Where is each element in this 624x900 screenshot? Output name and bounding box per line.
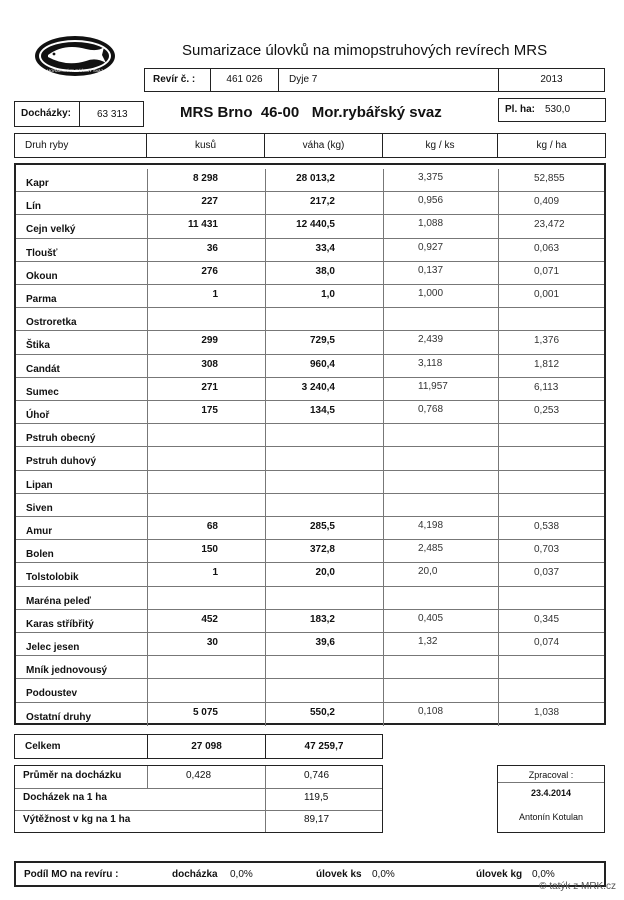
zpracoval-name: Antonín Kotulan [518, 812, 584, 822]
fish-name: Pstruh duhový [16, 447, 148, 469]
kg-per-ha-cell: 0,074 [534, 637, 560, 648]
dochazek-value: 119,5 [265, 788, 382, 810]
table-row [16, 239, 604, 262]
watermark: © tatýk z MRK.cz [539, 881, 616, 892]
fish-name: Bolen [16, 540, 148, 562]
table-row [16, 285, 604, 308]
summary-row [15, 810, 382, 832]
weight-cell: 960,4 [266, 355, 384, 377]
kg-per-piece-cell: 4,198 [384, 517, 499, 539]
prumer-kg: 0,746 [265, 766, 382, 788]
kg-per-piece-cell [384, 656, 499, 678]
fish-name: Amur [16, 517, 148, 539]
mrs-logo [34, 35, 116, 77]
weight-cell: 550,2 [266, 703, 384, 726]
podil-label: Podíl MO na revíru : [24, 869, 119, 880]
kg-per-ha-cell: 0,037 [534, 567, 560, 579]
table-row [16, 331, 604, 354]
divider [79, 102, 80, 126]
count-cell [148, 308, 266, 330]
table-row [16, 401, 604, 424]
fish-name: Lín [16, 192, 148, 214]
count-cell: 150 [148, 540, 266, 562]
celkem-kusu: 27 098 [147, 735, 265, 758]
count-cell: 308 [148, 355, 266, 377]
count-cell: 1 [148, 563, 266, 585]
table-row [16, 471, 604, 494]
fish-name: Úhoř [16, 401, 148, 423]
summary-box [14, 765, 383, 833]
kg-per-ha-cell: 6,113 [534, 381, 559, 393]
weight-cell [266, 447, 384, 469]
table-row [16, 494, 604, 517]
plocha-box [498, 98, 606, 122]
fish-name: Okoun [16, 262, 148, 284]
celkem-vaha: 47 259,7 [265, 735, 382, 758]
plocha-value: 530,0 [545, 104, 571, 115]
kg-per-piece-cell [384, 447, 499, 469]
kg-per-ha-cell: 23,472 [534, 219, 565, 231]
fish-name: Jelec jesen [16, 633, 148, 655]
col-kusu: kusů [147, 134, 265, 157]
weight-cell [266, 308, 384, 330]
kg-per-piece-cell: 3,118 [384, 355, 499, 377]
weight-cell: 28 013,2 [266, 169, 384, 191]
count-cell [148, 679, 266, 701]
kg-per-ha-cell: 0,071 [534, 265, 560, 277]
fish-name: Tolstolobik [16, 563, 148, 585]
weight-cell: 134,5 [266, 401, 384, 423]
count-cell [148, 587, 266, 609]
kg-per-ha-cell: 0,538 [534, 521, 560, 532]
table-row [16, 610, 604, 633]
ulovek-kg-label: úlovek kg [476, 869, 523, 880]
kg-per-ha-cell [499, 679, 604, 701]
kg-per-piece-cell: 1,088 [384, 215, 499, 237]
count-cell: 30 [148, 633, 266, 655]
kg-per-piece-cell: 0,108 [384, 703, 499, 726]
col-kgks: kg / ks [383, 134, 498, 157]
prumer-label: Průměr na docházku [23, 770, 122, 781]
zpracoval-box [497, 765, 605, 833]
count-cell: 452 [148, 610, 266, 632]
table-header [14, 133, 606, 158]
ulovek-kg-value: 0,0% [532, 869, 555, 880]
kg-per-ha-cell: 1,038 [534, 706, 560, 718]
vytez-label: Výtěžnost v kg na 1 ha [23, 814, 131, 825]
revir-number: 461 026 [211, 69, 279, 91]
count-cell: 271 [148, 378, 266, 400]
table-row [16, 703, 604, 726]
count-cell: 227 [148, 192, 266, 214]
fish-name: Siven [16, 494, 148, 516]
count-cell: 11 431 [148, 215, 266, 237]
kg-per-piece-cell: 2,485 [384, 540, 499, 562]
kg-per-ha-cell [499, 447, 604, 469]
kg-per-piece-cell: 3,375 [384, 169, 499, 191]
kg-per-piece-cell [384, 679, 499, 701]
fish-name: Sumec [16, 378, 148, 400]
fish-logo-icon [34, 35, 116, 77]
revir-name: Dyje 7 [279, 69, 499, 91]
kg-per-ha-cell: 0,345 [534, 613, 560, 625]
kg-per-piece-cell: 2,439 [384, 331, 499, 353]
col-vaha: váha (kg) [265, 134, 383, 157]
weight-cell: 3 240,4 [266, 378, 384, 400]
col-druh: Druh ryby [15, 134, 147, 157]
count-cell: 276 [148, 262, 266, 284]
kg-per-ha-cell: 52,855 [534, 173, 565, 184]
kg-per-piece-cell [384, 587, 499, 609]
kg-per-piece-cell [384, 471, 499, 493]
table-row [16, 447, 604, 470]
fish-name: Tloušť [16, 239, 148, 261]
dochazka-label: docházka [172, 869, 218, 880]
revir-row [144, 68, 605, 92]
kg-per-ha-cell: 0,063 [534, 242, 560, 254]
kg-per-piece-cell [384, 424, 499, 446]
table-row [16, 169, 604, 192]
year: 2013 [540, 74, 563, 85]
kg-per-piece-cell: 0,956 [384, 192, 499, 214]
weight-cell [266, 471, 384, 493]
kg-per-ha-cell: 0,703 [534, 544, 560, 556]
kg-per-piece-cell: 1,32 [384, 633, 499, 655]
kg-per-piece-cell: 1,000 [384, 285, 499, 307]
kg-per-piece-cell: 0,137 [384, 262, 499, 284]
table-row [16, 679, 604, 702]
col-kgha: kg / ha [536, 140, 567, 151]
table-row [16, 540, 604, 563]
weight-cell: 285,5 [266, 517, 384, 539]
weight-cell: 1,0 [266, 285, 384, 307]
fish-name: Mník jednovousý [16, 656, 148, 678]
kg-per-ha-cell: 0,253 [534, 405, 560, 416]
revir-label: Revír č. : [145, 69, 211, 91]
count-cell [148, 424, 266, 446]
weight-cell [266, 424, 384, 446]
fish-name: Parma [16, 285, 148, 307]
plocha-label: Pl. ha: [505, 104, 536, 115]
dochazky-box [14, 101, 144, 127]
fish-name: Maréna peleď [16, 587, 148, 609]
table-row [16, 656, 604, 679]
dochazek-label: Docházek na 1 ha [23, 792, 107, 803]
table-row [16, 633, 604, 656]
divider [498, 782, 604, 783]
count-cell [148, 471, 266, 493]
count-cell [148, 656, 266, 678]
weight-cell: 729,5 [266, 331, 384, 353]
count-cell: 68 [148, 517, 266, 539]
fish-name: Kapr [16, 169, 148, 191]
kg-per-ha-cell: 0,409 [534, 196, 560, 208]
weight-cell [266, 679, 384, 701]
count-cell: 299 [148, 331, 266, 353]
catch-table [14, 163, 606, 725]
weight-cell: 217,2 [266, 192, 384, 214]
ulovek-ks-value: 0,0% [372, 869, 395, 880]
kg-per-ha-cell: 1,376 [534, 335, 560, 347]
table-row [16, 192, 604, 215]
zpracoval-label: Zpracoval : [528, 770, 574, 780]
table-row [16, 587, 604, 610]
count-cell: 1 [148, 285, 266, 307]
kg-per-ha-cell: 1,812 [534, 358, 560, 370]
weight-cell [266, 587, 384, 609]
weight-cell [266, 656, 384, 678]
fish-name: Lipan [16, 471, 148, 493]
kg-per-ha-cell: 0,001 [534, 289, 560, 300]
ulovek-ks-label: úlovek ks [316, 869, 362, 880]
count-cell: 36 [148, 239, 266, 261]
mrs-title: MRS Brno 46-00 Mor.rybářský svaz [180, 104, 442, 121]
table-row [16, 517, 604, 540]
vytez-value: 89,17 [265, 810, 382, 832]
podil-box [14, 861, 606, 887]
kg-per-piece-cell: 20,0 [384, 563, 499, 585]
table-row [16, 563, 604, 586]
table-row [16, 308, 604, 331]
fish-name: Candát [16, 355, 148, 377]
count-cell [148, 447, 266, 469]
kg-per-ha-cell [499, 587, 604, 609]
summary-row [15, 788, 382, 811]
table-row [16, 378, 604, 401]
fish-name: Cejn velký [16, 215, 148, 237]
count-cell [148, 494, 266, 516]
kg-per-piece-cell [384, 308, 499, 330]
weight-cell: 20,0 [266, 563, 384, 585]
document-title: Sumarizace úlovků na mimopstruhových revírech MRS [182, 42, 548, 59]
weight-cell: 12 440,5 [266, 215, 384, 237]
kg-per-piece-cell: 11,957 [384, 378, 499, 400]
dochazky-label: Docházky: [21, 108, 72, 119]
count-cell: 175 [148, 401, 266, 423]
weight-cell: 372,8 [266, 540, 384, 562]
dochazka-value: 0,0% [230, 869, 253, 880]
table-row [16, 215, 604, 238]
fish-name: Karas stříbřitý [16, 610, 148, 632]
table-row [16, 355, 604, 378]
fish-name: Štika [16, 331, 148, 353]
kg-per-ha-cell [499, 656, 604, 678]
dochazky-value: 63 313 [97, 109, 128, 120]
table-row [16, 262, 604, 285]
weight-cell: 38,0 [266, 262, 384, 284]
kg-per-piece-cell: 0,768 [384, 401, 499, 423]
celkem-label: Celkem [25, 741, 61, 752]
weight-cell [266, 494, 384, 516]
kg-per-piece-cell [384, 494, 499, 516]
fish-name: Podoustev [16, 679, 148, 701]
kg-per-ha-cell [499, 424, 604, 446]
fish-name: Ostatní druhy [16, 703, 148, 726]
weight-cell: 39,6 [266, 633, 384, 655]
logo-text: MORAVSKÝ RYBÁŘSKÝ SVAZ [46, 68, 104, 73]
kg-per-piece-cell: 0,405 [384, 610, 499, 632]
weight-cell: 33,4 [266, 239, 384, 261]
prumer-ks: 0,428 [147, 766, 265, 788]
table-row [16, 424, 604, 447]
fish-name: Ostroretka [16, 308, 148, 330]
kg-per-piece-cell: 0,927 [384, 239, 499, 261]
kg-per-ha-cell [499, 494, 604, 516]
celkem-row [14, 734, 383, 759]
kg-per-ha-cell [499, 471, 604, 493]
count-cell: 8 298 [148, 169, 266, 191]
count-cell: 5 075 [148, 703, 266, 726]
weight-cell: 183,2 [266, 610, 384, 632]
kg-per-ha-cell [499, 308, 604, 330]
zpracoval-date: 23.4.2014 [530, 788, 572, 798]
fish-name: Pstruh obecný [16, 424, 148, 446]
summary-row [15, 766, 382, 789]
